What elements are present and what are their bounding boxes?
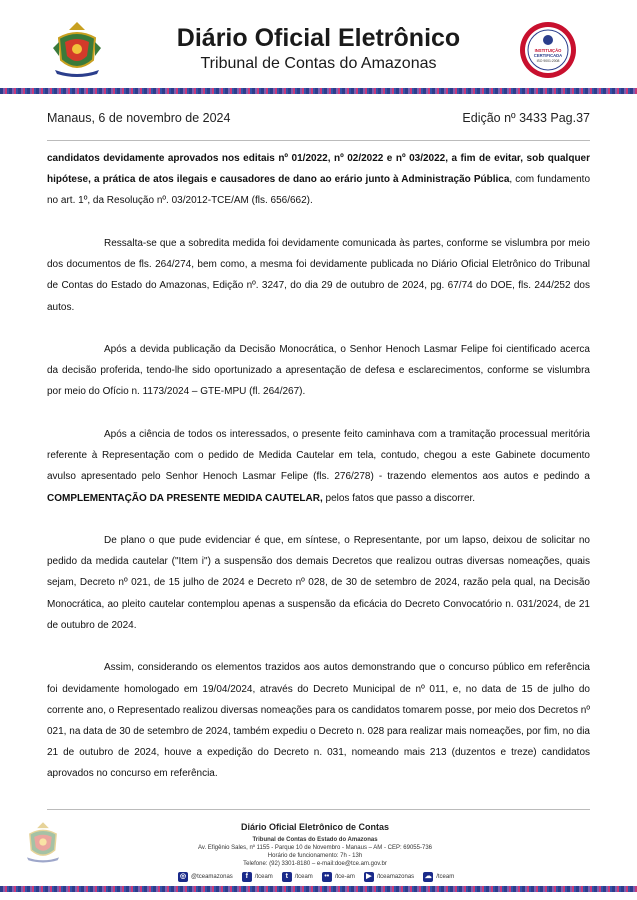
social-instagram-label: @tceamazonas bbox=[191, 874, 233, 880]
header-divider-stripe bbox=[0, 88, 637, 94]
paragraph-1-bold: candidatos devidamente aprovados nos editais nº 01/2022, nº 02/2022 e nº 03/2022, a fim de evitar, sob qualquer hipótese, a prática de atos ilegais e causadores de dano ao erário junto à Administração Pública bbox=[47, 153, 590, 186]
social-instagram-link[interactable] bbox=[178, 872, 233, 882]
footer-coat-of-arms-watermark bbox=[24, 818, 62, 866]
social-soundcloud-label: /tceam bbox=[436, 874, 455, 880]
paragraph-5: De plano o que pude evidenciar é que, em síntese, o Representante, por um lapso, deixou de solicitar no pedido da medida cautelar ("Item i") a suspensão dos demais Decretos que realizou outras diversas nomeações, quais sejam, Decreto nº 021, de 15 julho de 2024 e Decreto nº 028, de 30 de setembro de 2024, razão pela qual, na Decisão Monocrática, ao pleito cautelar contemplou apenas a suspensão da eficácia do Decreto Convocatório n. 031/2024, de 21 de outubro de 2024. bbox=[47, 535, 590, 631]
seal-text-bottom: ISO 9001:2008 bbox=[536, 59, 560, 63]
footer-court-name: Tribunal de Contas do Estado do Amazonas bbox=[252, 837, 378, 843]
paragraph-1 bbox=[47, 148, 590, 212]
social-soundcloud-link[interactable] bbox=[423, 872, 454, 882]
footer-hours: Horário de funcionamento: 7h - 13h bbox=[267, 853, 363, 859]
soundcloud-icon: ☁ bbox=[424, 873, 432, 880]
footer-title: Diário Oficial Eletrônico de Contas bbox=[240, 822, 390, 832]
facebook-icon: f bbox=[242, 872, 252, 882]
social-youtube-label: /tceamazonas bbox=[376, 874, 415, 880]
footer-address: Av. Efigênio Sales, nº 1155 - Parque 10 de Novembro - Manaus – AM - CEP: 69055-736 bbox=[198, 845, 432, 851]
publication-title: Diário Oficial Eletrônico bbox=[176, 24, 461, 52]
social-twitter-label: /tceam bbox=[294, 874, 313, 880]
certification-seal bbox=[519, 21, 577, 79]
seal-text-top: INSTITUIÇÃO bbox=[534, 48, 562, 53]
youtube-icon: ▶ bbox=[364, 872, 374, 882]
instagram-icon: ◎ bbox=[179, 873, 187, 880]
paragraph-4-start: Após a ciência de todos os interessados, o presente feito caminhava com a tramitação processual meritória referente à Representação com o pedido de Medida Cautelar em tela, contudo, chegou a este Gabinete documento avulso apresentado pelo Senhor Henoch Lasmar Felipe (fls. 276/278) - trazendo elementos aos autos e pedindo a bbox=[47, 428, 590, 483]
footer-divider-stripe bbox=[0, 886, 637, 892]
flickr-icon: •• bbox=[322, 872, 332, 882]
footer-contact: Telefone: (92) 3301-8180 – e-mail:doe@tce.am.gov.br bbox=[243, 861, 387, 867]
paragraph-2: Ressalta-se que a sobredita medida foi devidamente comunicada às partes, conforme se vislumbra por meio dos documentos de fls. 264/274, bem como, a mesma foi devidamente publicada no Diário Oficial Eletrônico do Tribunal de Contas do Estado do Amazonas, Edição nº. 3247, do dia 29 de outubro de 2024, pg. 67/74 do DOE, fls. 244/252 dos autos. bbox=[47, 237, 590, 313]
seal-text-mid: CERTIFICADA bbox=[533, 53, 563, 58]
social-youtube-link[interactable] bbox=[364, 872, 414, 882]
social-facebook-link[interactable] bbox=[242, 872, 273, 882]
paragraph-4-end: pelos fatos que passo a discorrer. bbox=[322, 492, 476, 504]
social-flickr-link[interactable] bbox=[322, 872, 355, 882]
paragraph-6: Assim, considerando os elementos trazidos aos autos demonstrando que o concurso público em referência foi devidamente homologado em 19/04/2024, através do Decreto Municipal de nº 011, e, no data de 15 de julho do corrente ano, o Representado realizou diversas nomeações para os candidatos tomarem posse, por meio dos Decretos nº 021, na data de 30 de setembro de 2024, também expediu o Decreto n. 028 para realizar mais nomeações, por fim, no dia 21 de outubro de 2024, houve a expedição do Decreto n. 031, nomeando mais 213 (duzentos e treze) candidatos aprovados no concurso em referência. bbox=[47, 662, 590, 780]
social-twitter-link[interactable] bbox=[282, 872, 313, 882]
footer-rule bbox=[47, 809, 590, 810]
paragraph-4 bbox=[47, 424, 590, 509]
social-flickr-label: /tce-am bbox=[334, 874, 355, 880]
publication-date: Manaus, 6 de novembro de 2024 bbox=[47, 111, 231, 125]
document-body bbox=[47, 148, 590, 806]
publication-subtitle: Tribunal de Contas do Amazonas bbox=[200, 55, 437, 72]
edition-page: Edição nº 3433 Pag.37 bbox=[462, 111, 590, 125]
paragraph-1-rest: , com fundamento no art. 1º, da Resolução nº. 03/2012-TCE/AM (fls. 656/662). bbox=[47, 174, 591, 207]
social-facebook-label: /tceam bbox=[254, 874, 273, 880]
social-links bbox=[178, 871, 454, 883]
paragraph-4-bold: COMPLEMENTAÇÃO DA PRESENTE MEDIDA CAUTELAR, bbox=[47, 492, 323, 504]
header-rule bbox=[47, 140, 590, 141]
twitter-icon: t bbox=[282, 872, 292, 882]
paragraph-3: Após a devida publicação da Decisão Monocrática, o Senhor Henoch Lasmar Felipe foi cientificado acerca da decisão proferida, tendo-lhe sido oportunizado a apresentação de defesa e esclarecimentos, conforme se vislumbra por meio do Ofício n. 1173/2024 – GTE-MPU (fl. 264/267). bbox=[47, 344, 590, 398]
